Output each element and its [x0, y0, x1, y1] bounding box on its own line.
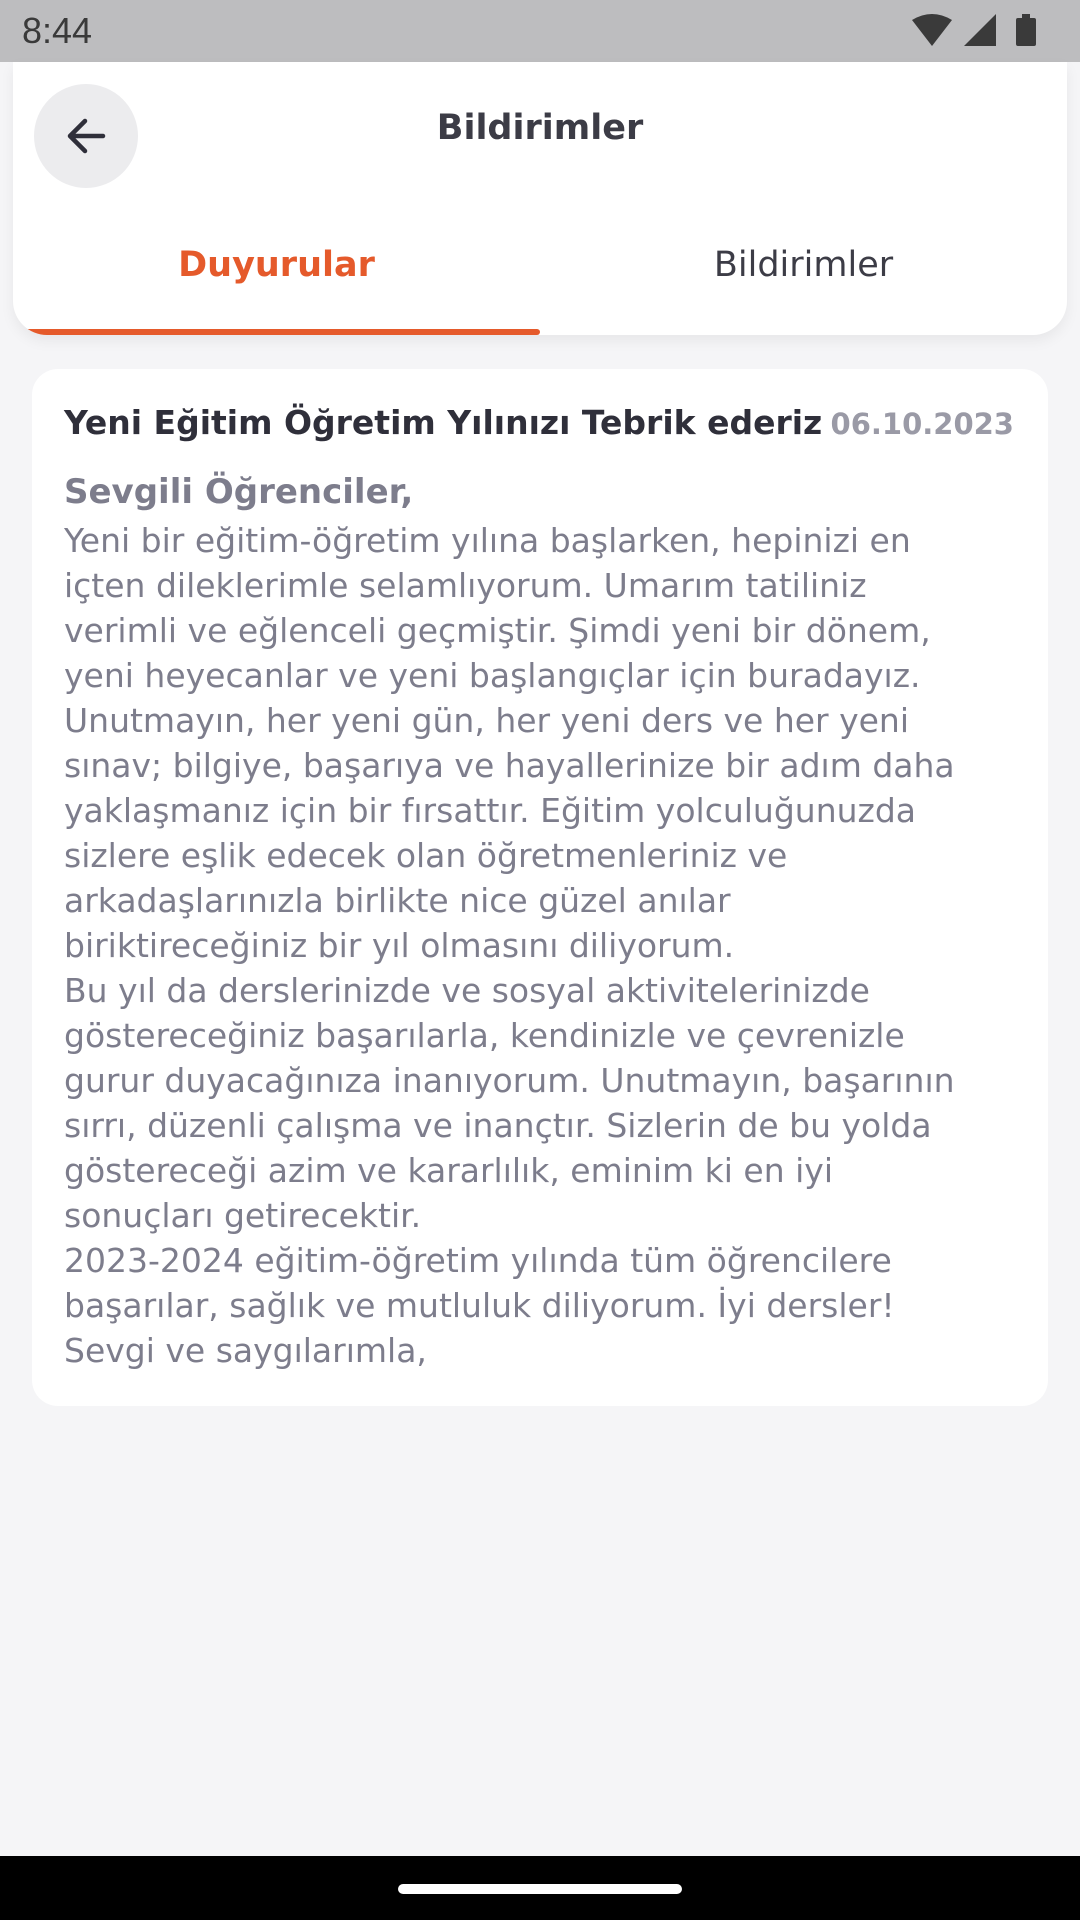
announcement-title: Yeni Eğitim Öğretim Yılınızı Tebrik ederiz: [64, 403, 823, 442]
body-line: Bu yıl da derslerinizde ve sosyal aktivitelerinizde: [64, 971, 870, 1010]
body-line: başarılar, sağlık ve mutluluk diliyorum. İyi dersler!: [64, 1286, 895, 1325]
signal-icon: [964, 14, 996, 46]
active-tab-indicator: [13, 329, 540, 335]
status-icons: [912, 12, 1052, 50]
body-line: verimli ve eğlenceli geçmiştir. Şimdi yeni bir dönem,: [64, 611, 931, 650]
body-line: Unutmayın, her yeni gün, her yeni ders ve her yeni: [64, 701, 910, 740]
status-time: 8:44: [22, 10, 93, 51]
body-line: sonuçları getirecektir.: [64, 1196, 422, 1235]
body-line: sırrı, düzenli çalışma ve inançtır. Sizlerin de bu yolda: [64, 1106, 932, 1145]
announcement-greeting: Sevgili Öğrenciler,: [64, 472, 414, 512]
tab-notifications[interactable]: Bildirimler: [713, 245, 894, 285]
body-line: göstereceği azim ve kararlılık, eminim ki en iyi: [64, 1151, 833, 1190]
body-line: göstereceğiniz başarılarla, kendinizle ve çevrenizle: [64, 1016, 905, 1055]
body-line: arkadaşlarınızla birlikte nice güzel anılar: [64, 881, 731, 920]
tab-announcements[interactable]: Duyurular: [178, 245, 375, 285]
body-line: içten dileklerimle selamlıyorum. Umarım tatiliniz: [64, 566, 867, 605]
body-line: biriktireceğiniz bir yıl olmasını diliyorum.: [64, 926, 735, 965]
announcement-card[interactable]: [32, 369, 1048, 1406]
body-line: sınav; bilgiye, başarıya ve hayallerinize bir adım daha: [64, 746, 955, 785]
home-indicator[interactable]: [398, 1884, 682, 1894]
status-bar: [0, 0, 1080, 62]
body-line: yeni heyecanlar ve yeni başlangıçlar için buradayız.: [64, 656, 921, 695]
body-line: Sevgi ve saygılarımla,: [64, 1331, 427, 1370]
page-title: Bildirimler: [436, 108, 644, 148]
announcement-date: 06.10.2023: [830, 407, 1014, 441]
body-line: 2023-2024 eğitim-öğretim yılında tüm öğrencilere: [64, 1241, 892, 1280]
wifi-icon: [912, 14, 952, 46]
body-line: yaklaşmanız için bir fırsattır. Eğitim yolculuğunuzda: [64, 791, 917, 830]
body-line: sizlere eşlik edecek olan öğretmenleriniz ve: [64, 836, 788, 875]
body-line: gurur duyacağınıza inanıyorum. Unutmayın, başarının: [64, 1061, 955, 1100]
header: [13, 62, 1067, 335]
announcement-body: [64, 518, 1024, 1373]
battery-icon: [1016, 14, 1036, 46]
body-line: Yeni bir eğitim-öğretim yılına başlarken, hepinizi en: [64, 521, 911, 560]
